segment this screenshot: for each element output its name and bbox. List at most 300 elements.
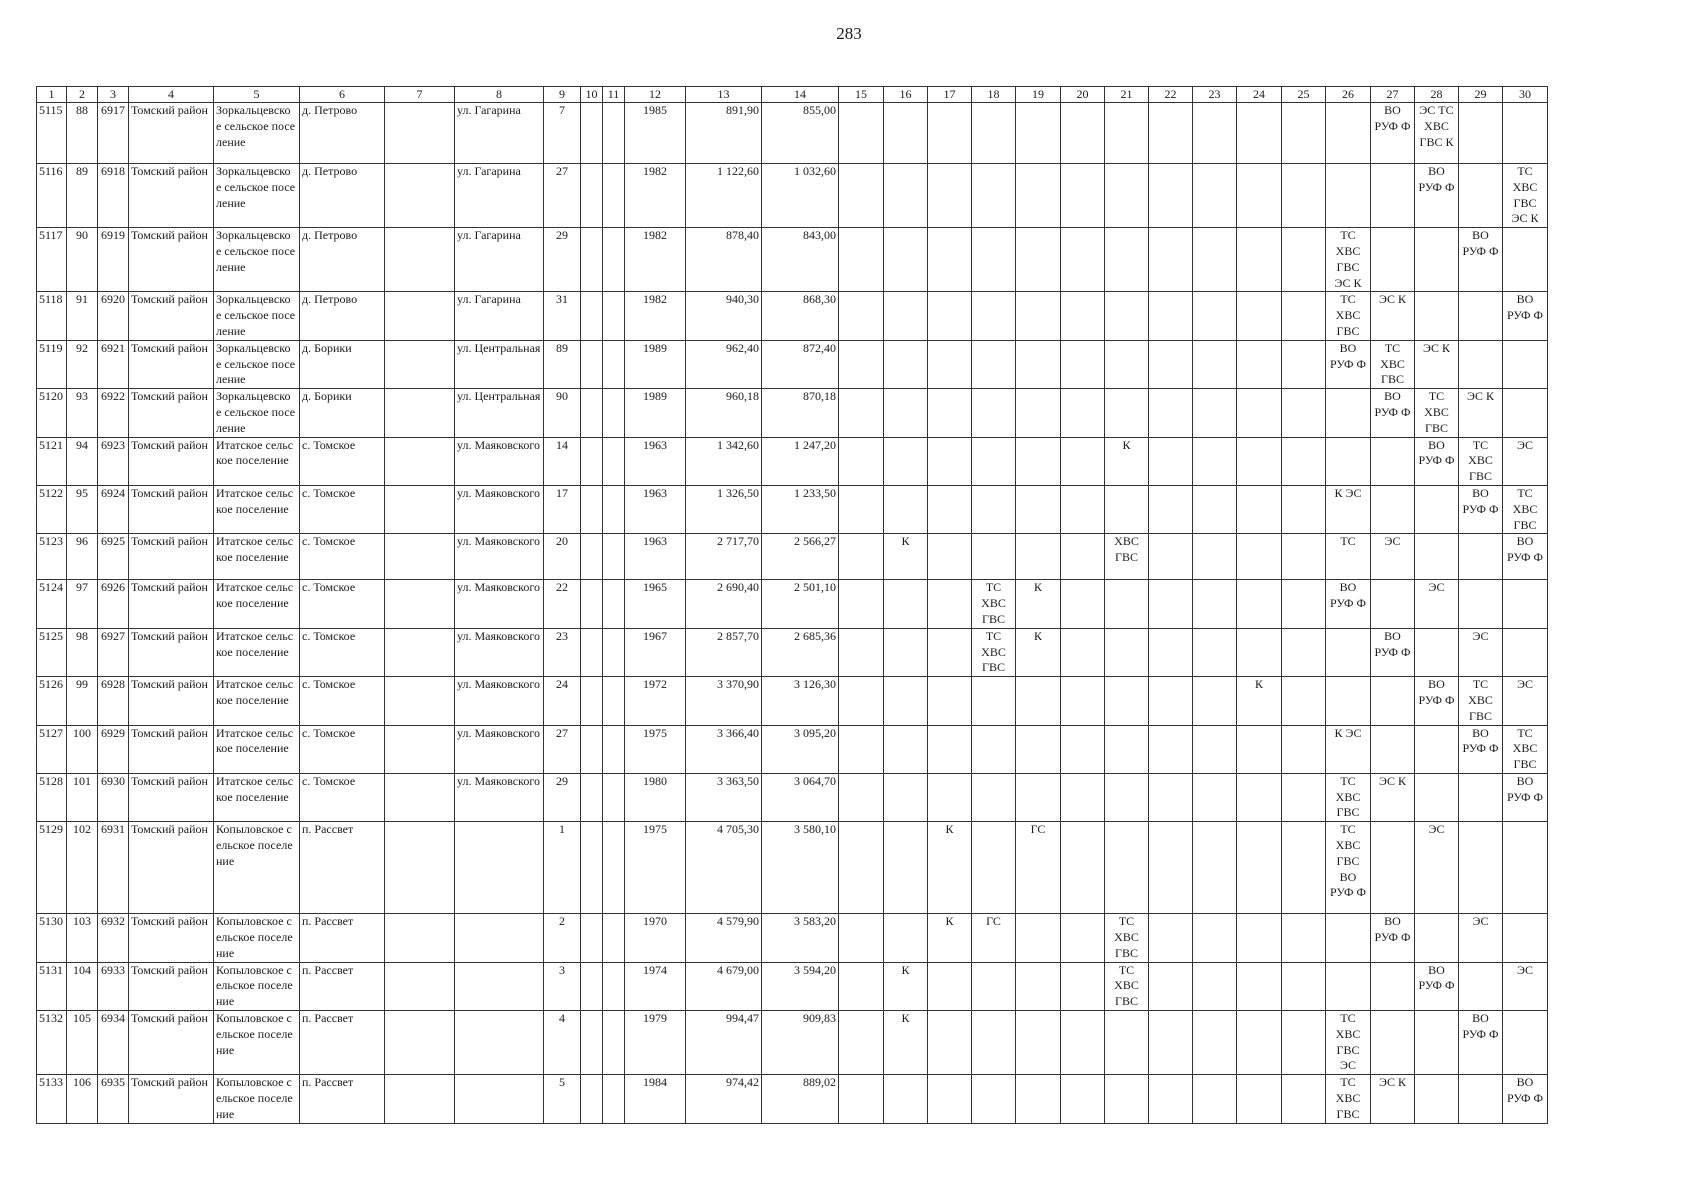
cell-col-5: Итатское сельское поселение (214, 677, 300, 725)
service-cell-col-17 (928, 103, 972, 164)
column-header: 10 (581, 87, 603, 103)
cell-col-9: 7 (544, 103, 581, 164)
service-cell-col-22 (1149, 389, 1193, 437)
service-cell-col-16 (884, 1075, 928, 1123)
service-cell-col-24 (1237, 164, 1282, 228)
service-code: ТС (1340, 773, 1356, 788)
service-cell-col-28 (1415, 103, 1459, 164)
cell-col-4: Томский район (129, 677, 214, 725)
service-cell-col-26 (1326, 677, 1371, 725)
cell-col-5: Зоркальцевско е сельское поселение (214, 228, 300, 292)
service-cell-col-25 (1282, 292, 1326, 340)
cell-col-13: 1 122,60 (686, 164, 762, 228)
service-code: ГВС (1336, 853, 1360, 868)
service-cell-col-22 (1149, 437, 1193, 485)
service-cell-col-16 (884, 677, 928, 725)
column-header: 9 (544, 87, 581, 103)
service-cell-col-21 (1105, 725, 1149, 773)
service-cell-col-15 (839, 1075, 884, 1123)
table-row (37, 103, 1548, 164)
service-cell-col-26 (1326, 292, 1371, 340)
service-code: ТС (1472, 677, 1489, 692)
service-cell-col-24 (1237, 292, 1282, 340)
cell-col-5: Итатское сельское поселение (214, 773, 300, 821)
service-cell-col-27 (1371, 773, 1415, 821)
cell-col-1: 5124 (37, 580, 67, 628)
cell-col-2: 94 (67, 437, 98, 485)
cell-col-6: с. Томское (300, 628, 385, 676)
service-cell-col-30 (1503, 485, 1548, 533)
service-code: РУФ Ф (1462, 243, 1499, 258)
service-cell-col-25 (1282, 164, 1326, 228)
cell-col-11 (603, 228, 625, 292)
service-cell-col-25 (1282, 103, 1326, 164)
service-cell-col-22 (1149, 485, 1193, 533)
service-cell-col-21 (1105, 962, 1149, 1010)
cell-col-11 (603, 485, 625, 533)
service-code: ЭС (1472, 628, 1489, 643)
service-code: ВО (1384, 914, 1401, 929)
service-code: РУФ Ф (1330, 885, 1366, 900)
service-cell-col-17 (928, 485, 972, 533)
column-header: 25 (1282, 87, 1326, 103)
cell-col-9: 24 (544, 677, 581, 725)
service-cell-col-26 (1326, 822, 1371, 914)
cell-col-11 (603, 725, 625, 773)
service-code: ВО (1428, 164, 1445, 178)
service-cell-col-30 (1503, 340, 1548, 388)
cell-col-13: 4 679,00 (686, 962, 762, 1010)
cell-col-14: 870,18 (762, 389, 839, 437)
cell-col-13: 4 579,90 (686, 914, 762, 962)
cell-col-14: 1 032,60 (762, 164, 839, 228)
cell-col-9: 23 (544, 628, 581, 676)
service-cell-col-22 (1149, 677, 1193, 725)
cell-col-7 (385, 437, 455, 485)
service-cell-col-16 (884, 628, 928, 676)
cell-col-7 (385, 773, 455, 821)
service-cell-col-17 (928, 534, 972, 580)
service-cell-col-29 (1459, 580, 1503, 628)
service-cell-col-18 (972, 534, 1016, 580)
service-cell-col-19 (1016, 822, 1061, 914)
cell-col-9: 5 (544, 1075, 581, 1123)
service-cell-col-15 (839, 773, 884, 821)
service-code: ЭС (1428, 580, 1445, 595)
cell-col-10 (581, 822, 603, 914)
cell-col-12: 1982 (625, 164, 686, 228)
service-code: К (901, 1011, 910, 1026)
service-code: ВО (1384, 389, 1401, 404)
table-row (37, 437, 1548, 485)
cell-col-11 (603, 389, 625, 437)
cell-col-7 (385, 389, 455, 437)
service-code: ХВС (1335, 838, 1361, 853)
service-code: ВО (1472, 228, 1489, 243)
cell-col-3: 6933 (98, 962, 129, 1010)
service-cell-col-26 (1326, 1011, 1371, 1075)
service-code: ЭС (1517, 962, 1533, 977)
service-cell-col-30 (1503, 103, 1548, 164)
service-cell-col-15 (839, 822, 884, 914)
service-cell-col-23 (1193, 628, 1237, 676)
cell-col-10 (581, 1075, 603, 1123)
cell-col-13: 878,40 (686, 228, 762, 292)
service-code: ЭС К (1379, 773, 1406, 788)
cell-col-7 (385, 628, 455, 676)
service-cell-col-26 (1326, 914, 1371, 962)
service-cell-col-27 (1371, 962, 1415, 1010)
column-header: 5 (214, 87, 300, 103)
service-cell-col-21 (1105, 1011, 1149, 1075)
service-cell-col-23 (1193, 725, 1237, 773)
cell-col-13: 2 690,40 (686, 580, 762, 628)
service-cell-col-20 (1061, 389, 1105, 437)
service-code: РУФ Ф (1418, 978, 1455, 993)
header-row (37, 87, 1548, 103)
service-code: К (1122, 437, 1131, 452)
cell-col-14: 2 501,10 (762, 580, 839, 628)
service-cell-col-24 (1237, 628, 1282, 676)
service-code: РУФ Ф (1374, 118, 1411, 133)
service-cell-col-30 (1503, 914, 1548, 962)
service-cell-col-22 (1149, 822, 1193, 914)
service-cell-col-19 (1016, 103, 1061, 164)
service-cell-col-17 (928, 340, 972, 388)
service-cell-col-19 (1016, 164, 1061, 228)
service-cell-col-19 (1016, 914, 1061, 962)
service-cell-col-26 (1326, 103, 1371, 164)
cell-col-12: 1980 (625, 773, 686, 821)
cell-col-2: 106 (67, 1075, 98, 1123)
service-cell-col-15 (839, 1011, 884, 1075)
cell-col-1: 5127 (37, 725, 67, 773)
table-row (37, 485, 1548, 533)
service-code: ЭС К (1423, 340, 1450, 355)
cell-col-7 (385, 1011, 455, 1075)
service-code: ВО (1516, 773, 1534, 788)
column-header: 2 (67, 87, 98, 103)
service-cell-col-18 (972, 580, 1016, 628)
cell-col-10 (581, 914, 603, 962)
cell-col-3: 6921 (98, 340, 129, 388)
service-cell-col-16 (884, 292, 928, 340)
service-cell-col-24 (1237, 389, 1282, 437)
column-header: 1 (37, 87, 67, 103)
service-cell-col-17 (928, 628, 972, 676)
cell-col-11 (603, 773, 625, 821)
service-code: ТС (1340, 1075, 1356, 1090)
cell-col-5: Итатское сельское поселение (214, 628, 300, 676)
service-cell-col-22 (1149, 628, 1193, 676)
service-cell-col-19 (1016, 292, 1061, 340)
service-cell-col-15 (839, 292, 884, 340)
cell-col-3: 6918 (98, 164, 129, 228)
service-cell-col-24 (1237, 103, 1282, 164)
service-code: ЭС (1517, 437, 1533, 452)
cell-col-8: ул. Маяковского (455, 677, 544, 725)
service-cell-col-23 (1193, 962, 1237, 1010)
cell-col-10 (581, 103, 603, 164)
cell-col-6: д. Петрово (300, 164, 385, 228)
service-cell-col-19 (1016, 725, 1061, 773)
service-code: ТС (1118, 914, 1135, 929)
cell-col-1: 5131 (37, 962, 67, 1010)
cell-col-5: Копыловское сельское поселение (214, 1075, 300, 1123)
cell-col-7 (385, 822, 455, 914)
service-code: ГВС (1381, 372, 1404, 387)
cell-col-5: Зоркальцевско е сельское поселение (214, 292, 300, 340)
service-cell-col-18 (972, 485, 1016, 533)
service-cell-col-16 (884, 340, 928, 388)
cell-col-8 (455, 822, 544, 914)
cell-col-10 (581, 534, 603, 580)
service-cell-col-23 (1193, 914, 1237, 962)
cell-col-2: 88 (67, 103, 98, 164)
service-cell-col-27 (1371, 628, 1415, 676)
service-cell-col-30 (1503, 725, 1548, 773)
service-code: ХВС (1512, 741, 1538, 756)
table-row (37, 1011, 1548, 1075)
service-code: ХВС (1512, 501, 1538, 516)
cell-col-14: 3 126,30 (762, 677, 839, 725)
column-header: 8 (455, 87, 544, 103)
cell-col-4: Томский район (129, 628, 214, 676)
service-cell-col-22 (1149, 580, 1193, 628)
cell-col-9: 27 (544, 164, 581, 228)
cell-col-5: Копыловское сельское поселение (214, 914, 300, 962)
cell-col-12: 1974 (625, 962, 686, 1010)
service-cell-col-17 (928, 773, 972, 821)
service-cell-col-19 (1016, 485, 1061, 533)
cell-col-14: 3 594,20 (762, 962, 839, 1010)
service-cell-col-18 (972, 1011, 1016, 1075)
service-code: К (901, 534, 910, 549)
cell-col-9: 2 (544, 914, 581, 962)
service-code: К (901, 962, 910, 977)
service-cell-col-30 (1503, 1075, 1548, 1123)
cell-col-1: 5121 (37, 437, 67, 485)
service-cell-col-15 (839, 340, 884, 388)
cell-col-1: 5128 (37, 773, 67, 821)
cell-col-3: 6928 (98, 677, 129, 725)
service-code: ВО (1428, 962, 1445, 977)
cell-col-6: д. Петрово (300, 103, 385, 164)
service-cell-col-29 (1459, 103, 1503, 164)
service-code: РУФ Ф (1507, 789, 1543, 804)
cell-col-9: 3 (544, 962, 581, 1010)
service-cell-col-28 (1415, 1011, 1459, 1075)
service-cell-col-20 (1061, 822, 1105, 914)
service-code: ВО (1472, 1011, 1489, 1026)
service-cell-col-27 (1371, 1011, 1415, 1075)
table-row (37, 677, 1548, 725)
table-body (37, 103, 1548, 1124)
service-cell-col-24 (1237, 1011, 1282, 1075)
cell-col-6: с. Томское (300, 580, 385, 628)
service-cell-col-28 (1415, 292, 1459, 340)
cell-col-2: 102 (67, 822, 98, 914)
service-cell-col-18 (972, 914, 1016, 962)
service-cell-col-25 (1282, 914, 1326, 962)
cell-col-7 (385, 292, 455, 340)
service-code: ЭС К (1379, 292, 1406, 307)
cell-col-7 (385, 914, 455, 962)
service-cell-col-26 (1326, 437, 1371, 485)
service-cell-col-22 (1149, 228, 1193, 292)
service-cell-col-15 (839, 580, 884, 628)
column-header: 17 (928, 87, 972, 103)
cell-col-8: ул. Маяковского (455, 628, 544, 676)
service-cell-col-26 (1326, 228, 1371, 292)
service-cell-col-16 (884, 164, 928, 228)
cell-col-4: Томский район (129, 437, 214, 485)
cell-col-9: 20 (544, 534, 581, 580)
cell-col-8: ул. Маяковского (455, 437, 544, 485)
service-cell-col-28 (1415, 725, 1459, 773)
service-code: К (945, 822, 954, 837)
cell-col-13: 3 370,90 (686, 677, 762, 725)
service-code: ХВС (1424, 404, 1449, 419)
cell-col-14: 3 064,70 (762, 773, 839, 821)
cell-col-13: 940,30 (686, 292, 762, 340)
service-cell-col-25 (1282, 485, 1326, 533)
cell-col-12: 1975 (625, 822, 686, 914)
service-code: ГВС (982, 660, 1005, 675)
cell-col-14: 2 685,36 (762, 628, 839, 676)
service-cell-col-28 (1415, 1075, 1459, 1123)
service-cell-col-15 (839, 103, 884, 164)
cell-col-10 (581, 485, 603, 533)
service-cell-col-23 (1193, 103, 1237, 164)
service-cell-col-29 (1459, 228, 1503, 292)
service-code: ЭС К (1334, 275, 1362, 290)
service-code: ВО (1339, 340, 1357, 355)
service-cell-col-24 (1237, 1075, 1282, 1123)
cell-col-12: 1982 (625, 228, 686, 292)
service-code: К (1033, 580, 1042, 595)
cell-col-13: 2 857,70 (686, 628, 762, 676)
service-code: РУФ Ф (1507, 1091, 1543, 1106)
cell-col-4: Томский район (129, 485, 214, 533)
service-cell-col-24 (1237, 437, 1282, 485)
column-header: 4 (129, 87, 214, 103)
service-cell-col-23 (1193, 389, 1237, 437)
column-header: 28 (1415, 87, 1459, 103)
cell-col-11 (603, 292, 625, 340)
service-cell-col-15 (839, 228, 884, 292)
service-code: ЭС К (1511, 211, 1539, 226)
table-row (37, 628, 1548, 676)
cell-col-12: 1984 (625, 1075, 686, 1123)
cell-col-11 (603, 164, 625, 228)
service-cell-col-15 (839, 677, 884, 725)
service-cell-col-26 (1326, 164, 1371, 228)
cell-col-2: 103 (67, 914, 98, 962)
service-cell-col-27 (1371, 437, 1415, 485)
service-cell-col-18 (972, 628, 1016, 676)
service-cell-col-30 (1503, 773, 1548, 821)
cell-col-6: с. Томское (300, 437, 385, 485)
service-cell-col-25 (1282, 962, 1326, 1010)
cell-col-4: Томский район (129, 164, 214, 228)
service-code: ХВС (1335, 789, 1361, 804)
cell-col-11 (603, 534, 625, 580)
cell-col-1: 5118 (37, 292, 67, 340)
service-code: ГВС (1336, 805, 1360, 820)
service-code: ТС (1472, 437, 1489, 452)
service-cell-col-24 (1237, 725, 1282, 773)
cell-col-9: 17 (544, 485, 581, 533)
service-cell-col-23 (1193, 292, 1237, 340)
cell-col-12: 1979 (625, 1011, 686, 1075)
service-code: ЭС К (1379, 1075, 1406, 1090)
service-cell-col-27 (1371, 822, 1415, 914)
cell-col-5: Итатское сельское поселение (214, 534, 300, 580)
service-cell-col-17 (928, 164, 972, 228)
service-cell-col-16 (884, 962, 928, 1010)
cell-col-8 (455, 962, 544, 1010)
page-number: 283 (836, 24, 862, 43)
service-cell-col-28 (1415, 628, 1459, 676)
cell-col-11 (603, 628, 625, 676)
service-cell-col-17 (928, 914, 972, 962)
cell-col-5: Итатское сельское поселение (214, 580, 300, 628)
service-cell-col-18 (972, 437, 1016, 485)
service-cell-col-25 (1282, 534, 1326, 580)
cell-col-13: 960,18 (686, 389, 762, 437)
service-cell-col-25 (1282, 389, 1326, 437)
service-cell-col-15 (839, 628, 884, 676)
cell-col-1: 5120 (37, 389, 67, 437)
service-cell-col-30 (1503, 580, 1548, 628)
cell-col-3: 6929 (98, 725, 129, 773)
service-code: ХВС (1335, 243, 1361, 258)
cell-col-3: 6930 (98, 773, 129, 821)
service-cell-col-30 (1503, 962, 1548, 1010)
service-code: ХВС (981, 596, 1006, 611)
service-cell-col-28 (1415, 437, 1459, 485)
cell-col-3: 6926 (98, 580, 129, 628)
service-cell-col-23 (1193, 822, 1237, 914)
cell-col-6: д. Борики (300, 340, 385, 388)
service-cell-col-22 (1149, 292, 1193, 340)
service-cell-col-20 (1061, 914, 1105, 962)
cell-col-1: 5116 (37, 164, 67, 228)
service-code: ЭС ТС (1419, 103, 1454, 117)
cell-col-12: 1975 (625, 725, 686, 773)
service-code: РУФ Ф (1418, 692, 1455, 707)
service-cell-col-19 (1016, 677, 1061, 725)
service-code: ЭС (1472, 914, 1489, 929)
service-code: РУФ Ф (1462, 501, 1499, 516)
cell-col-10 (581, 228, 603, 292)
cell-col-11 (603, 677, 625, 725)
cell-col-2: 90 (67, 228, 98, 292)
column-header: 27 (1371, 87, 1415, 103)
cell-col-4: Томский район (129, 389, 214, 437)
service-code: ХВС (1114, 978, 1139, 993)
service-cell-col-27 (1371, 164, 1415, 228)
service-cell-col-22 (1149, 773, 1193, 821)
cell-col-13: 1 326,50 (686, 485, 762, 533)
service-cell-col-20 (1061, 340, 1105, 388)
service-cell-col-15 (839, 485, 884, 533)
table-row (37, 164, 1548, 228)
service-cell-col-19 (1016, 1011, 1061, 1075)
service-code: ТС (1517, 164, 1533, 178)
cell-col-8: ул. Гагарина (455, 164, 544, 228)
